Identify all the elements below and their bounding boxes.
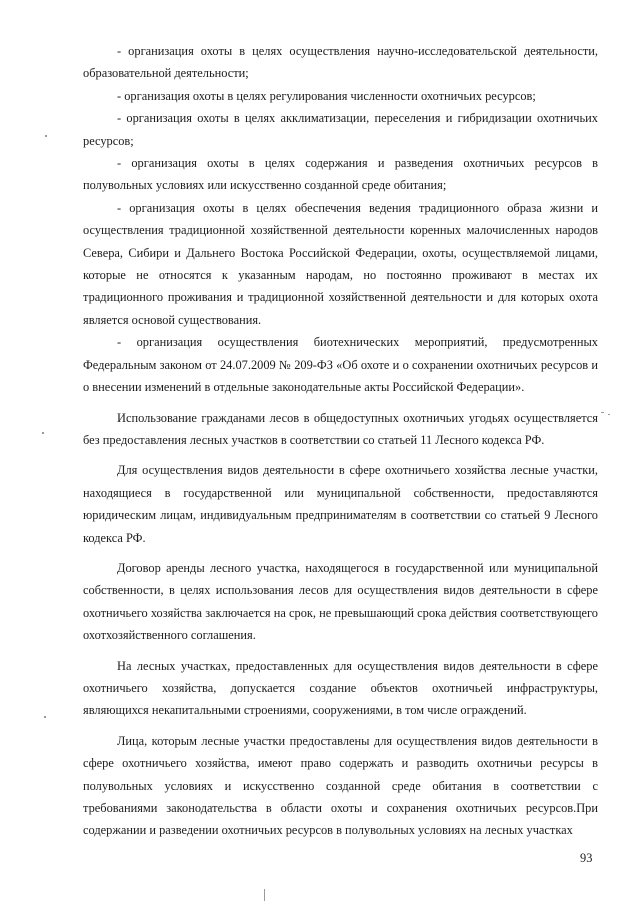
list-item: - организация охоты в целях содержания и разведения охотничьих ресурсов в полувольных условиях или искусственно созданной среде обитания; [83,156,598,193]
paragraph: Договор аренды лесного участка, находящегося в государственной или муниципальной собственности, в целях использования лесов для осуществления видов деятельности в сфере охотничьего хозяйства заключается на срок, не превышающий срока действия соответствующего охотхозяйственного соглашения. [83,560,598,643]
list-item: - организация охоты в целях осуществления научно-исследовательской деятельности, образовательной деятельности; [83,44,598,81]
list-item: - организация охоты в целях обеспечения ведения традиционного образа жизни и осуществления традиционной хозяйственной деятельности коренных малочисленных народов Севера, Сибири и Дальнего Востока Российской Федерации, охоты, осуществляемой лицами, которые не относятся к указанным народам, но постоянно проживают в местах их традиционного проживания и традиционной хозяйственной деятельности и для которых охота является основой существования. [83,200,598,327]
list-item: - организация осуществления биотехнических мероприятий, предусмотренных Федеральным законом от 24.07.2009 № 209-ФЗ «Об охоте и о сохранении охотничьих ресурсов и о внесении изменений в отдельные законодательные акты Российской Федерации». [83,335,598,395]
scan-speck [601,412,604,413]
scan-speck [42,432,44,434]
paragraph: На лесных участках, предоставленных для осуществления видов деятельности в сфере охотничьего хозяйства, допускается создание объектов охотничьей инфраструктуры, являющихся некапитальными строениями, сооружениями, в том числе ограждений. [83,658,598,718]
paragraph: Лица, которым лесные участки предоставлены для осуществления видов деятельности в сфере охотничьего хозяйства, имеют право содержать и разводить охотничьи ресурсы в полувольных условиях и искусственно созданной среде обитания в соответствии с требованиями законодательства в области охоты и сохранения охотничьих ресурсов.При содержании и разведении охотничьих ресурсов в полувольных условиях на лесных участках [83,733,598,838]
document-body [83,40,598,842]
paragraph: Для осуществления видов деятельности в сфере охотничьего хозяйства лесные участки, находящиеся в государственной или муниципальной собственности, предоставляются юридическим лицам, индивидуальным предпринимателям в соответствии со статьей 9 Лесного кодекса РФ. [83,463,598,545]
list-item: - организация охоты в целях регулирования численности охотничьих ресурсов; [117,88,536,103]
scan-speck [44,716,46,718]
page-number: 93 [580,851,593,865]
list-item: - организация охоты в целях акклиматизации, переселения и гибридизации охотничьих ресурсов; [83,111,598,148]
scan-speck [608,414,610,415]
paragraph: Использование гражданами лесов в общедоступных охотничьих угодьях осуществляется без предоставления лесных участков в соответствии со статьей 11 Лесного кодекса РФ. [83,410,598,447]
scan-speck [264,889,265,901]
scan-speck [45,135,47,137]
